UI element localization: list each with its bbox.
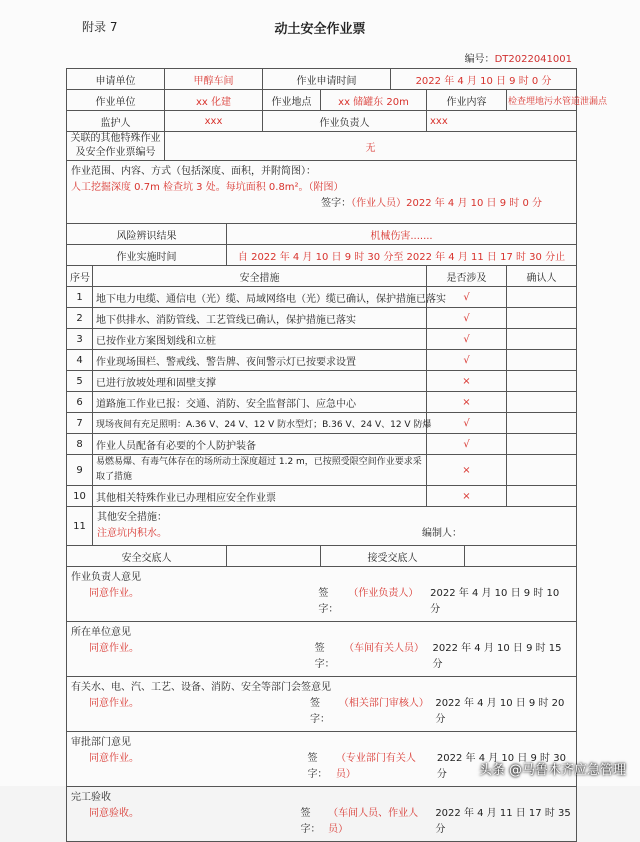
opinion-row: 所在单位意见 同意作业。 签字： （车间有关人员） 2022 年 4 月 10 日 9 时 15 分 (67, 622, 577, 677)
related-label: 关联的其他特殊作业 及安全作业票编号 (67, 132, 165, 161)
measures-header (67, 266, 577, 287)
row-apply (67, 69, 577, 90)
watermark: 头条 @马鲁木齐应急管理 (478, 763, 626, 778)
scope-signature: 签字：（作业人员）2022 年 4 月 10 日 9 时 0 分 (321, 198, 542, 209)
work-place-label: 作业地点 (263, 90, 321, 111)
handover-giver-label: 安全交底人 (67, 546, 227, 567)
handover-receiver-label: 接受交底人 (321, 546, 465, 567)
period-label: 作业实施时间 (67, 245, 227, 266)
leader-label: 作业负责人 (263, 111, 427, 132)
apply-unit-value: 甲醇车间 (165, 69, 263, 90)
leader-value: xxx (427, 111, 577, 132)
scope-value: 人工挖掘深度 0.7m 检查坑 3 处。每坑面积 0.8m²。（附图） (71, 182, 344, 193)
col-confirm: 确认人 (507, 266, 577, 287)
work-content-label: 作业内容 (427, 90, 507, 111)
row-risk (67, 224, 577, 245)
document-number: 编号：DT2022041001 (464, 54, 572, 65)
apply-unit-label: 申请单位 (67, 69, 165, 90)
measure-row: 2 地下供排水、消防管线、工艺管线已确认，保护措施已落实 √ (67, 308, 577, 329)
measure-row: 6 道路施工作业已报：交通、消防、安全监督部门、应急中心 × (67, 392, 577, 413)
period-value: 自 2022 年 4 月 10 日 9 时 30 分至 2022 年 4 月 11 日 17 时 30 分止 (227, 245, 577, 266)
row-guardian (67, 111, 577, 132)
row-scope (67, 161, 577, 224)
scope-label: 作业范围、内容、方式（包括深度、面积，并附简图）： (71, 166, 316, 177)
involved-mark: × (427, 392, 507, 413)
work-content-value: 检查埋地污水管道泄漏点 (507, 90, 577, 111)
measure-row: 9 易燃易爆、有毒气体存在的场所动土深度超过 1.2 m，已按照受限空间作业要求采 取了措施 × (67, 455, 577, 486)
work-place-value: xx 储罐东 20m (321, 90, 427, 111)
involved-mark: √ (427, 350, 507, 371)
row-period (67, 245, 577, 266)
opinion-row: 审批部门意见 同意作业。 签字： （专业部门有关人员） 2022 年 4 月 10 日 9 时 30 分 (67, 732, 577, 787)
involved-mark: √ (427, 434, 507, 455)
col-involved: 是否涉及 (427, 266, 507, 287)
work-permit-table (66, 68, 608, 842)
involved-mark: √ (427, 308, 507, 329)
involved-mark: × (427, 371, 507, 392)
guardian-label: 监护人 (67, 111, 165, 132)
risk-value: 机械伤害....... (227, 224, 577, 245)
involved-mark: √ (427, 329, 507, 350)
work-unit-value: xx 化建 (165, 90, 263, 111)
document-title: 动土安全作业票 (274, 22, 366, 37)
other-measures-value: 注意坑内积水。 (97, 528, 167, 539)
work-unit-label: 作业单位 (67, 90, 165, 111)
apply-time-value: 2022 年 4 月 10 日 9 时 0 分 (391, 69, 577, 90)
row-related (67, 132, 577, 161)
involved-mark: × (427, 455, 507, 486)
measure-row: 10 其他相关特殊作业已办理相应安全作业票 × (67, 486, 577, 507)
col-no: 序号 (67, 266, 93, 287)
opinion-row: 完工验收 同意验收。 签字： （车间人员、作业人员） 2022 年 4 月 11 日 17 时 35 分 (67, 787, 577, 842)
measure-row-11: 11 其他安全措施： 注意坑内积水。 编制人： (67, 507, 577, 546)
measure-row: 8 作业人员配备有必要的个人防护装备 √ (67, 434, 577, 455)
opinion-row: 有关水、电、汽、工艺、设备、消防、安全等部门会签意见 同意作业。 签字： （相关部门审核人） 2022 年 4 月 10 日 9 时 20 分 (67, 677, 577, 732)
apply-time-label: 作业申请时间 (263, 69, 391, 90)
row-work-unit (67, 90, 577, 111)
other-measures: 其他安全措施： 注意坑内积水。 编制人： (93, 507, 577, 546)
opinion-row: 作业负责人意见 同意作业。 签字： （作业负责人） 2022 年 4 月 10 日 9 时 10 分 (67, 567, 577, 622)
row-handover (67, 546, 577, 567)
involved-mark: √ (427, 413, 507, 434)
involved-mark: √ (427, 287, 507, 308)
involved-mark: × (427, 486, 507, 507)
measure-row: 4 作业现场围栏、警戒线、警告牌、夜间警示灯已按要求设置 √ (67, 350, 577, 371)
measure-row: 7 现场夜间有充足照明：A.36 V、24 V、12 V 防水型灯；B.36 V、24 V、12 V 防爆 √ (67, 413, 577, 434)
risk-label: 风险辨识结果 (67, 224, 227, 245)
measure-row: 5 已进行放坡处理和固壁支撑 × (67, 371, 577, 392)
maker-label: 编制人： (422, 528, 462, 539)
appendix-label: 附录 7 (82, 20, 118, 34)
scope-cell (67, 161, 577, 224)
measure-row: 3 已按作业方案图划线和立桩 √ (67, 329, 577, 350)
related-value: 无 (165, 132, 577, 161)
col-measure: 安全措施 (93, 266, 427, 287)
measure-row: 1 地下电力电缆、通信电（光）缆、局域网络电（光）缆已确认，保护措施已落实 √ (67, 287, 577, 308)
guardian-value: xxx (165, 111, 263, 132)
